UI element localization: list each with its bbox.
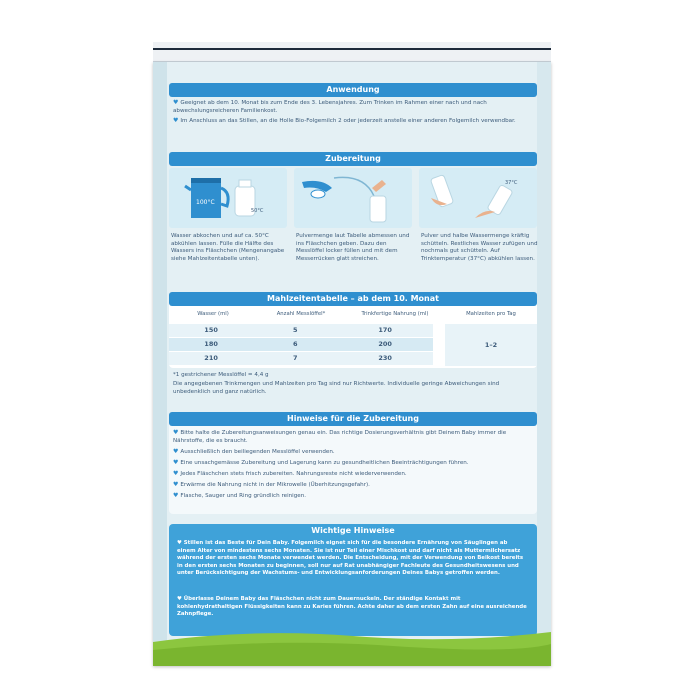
heart-bullet-icon: ♥ (173, 481, 179, 488)
hinweise-item (173, 448, 533, 456)
col-messloeffel: Anzahl Messlöffel* (276, 311, 326, 317)
table-note: Die angegebenen Trinkmengen und Mahlzeiten pro Tag sind nur Richtwerte. Individuelle geringe Abweichungen sind unbedenklich und ganz natürlich. (173, 381, 500, 395)
cell-messloeffel: 7 (292, 354, 298, 362)
svg-text:100°C: 100°C (196, 199, 215, 206)
step-3-text: Pulver und halbe Wassermenge kräftig schütteln. Restliches Wasser zufügen und nochmals gut schütteln. Auf Trinktemperatur (37°C) abkühlen lassen. (421, 233, 538, 262)
table-header-row (169, 306, 537, 322)
hinweise-text: Erwärme die Nahrung nicht in der Mikrowelle (Überhitzungsgefahr). (180, 482, 370, 488)
wichtige-hinweise-title: Wichtige Hinweise (311, 526, 395, 535)
hinweise-item (173, 429, 533, 445)
package-left-edge (153, 62, 167, 666)
svg-text:37°C: 37°C (505, 180, 518, 186)
hinweise-item (173, 481, 533, 489)
wichtige-hinweise-panel (169, 524, 537, 636)
cell-nahrung: 170 (378, 326, 392, 334)
heart-bullet-icon: ♥ (173, 459, 179, 466)
col-wasser: Wasser (ml) (197, 311, 229, 317)
heart-bullet-icon: ♥ (177, 540, 182, 546)
step-2-text: Pulvermenge laut Tabelle abmessen und ins Fläschchen geben. Dazu den Messlöffel locker füllen und mit dem Messerrücken glatt streichen. (296, 233, 410, 262)
heart-bullet-icon: ♥ (173, 99, 179, 106)
formula-package-back (153, 62, 551, 666)
hinweise-header: Hinweise für die Zubereitung (169, 412, 537, 426)
heart-bullet-icon: ♥ (173, 117, 179, 124)
hinweise-item (173, 459, 533, 467)
hinweise-item (173, 470, 533, 478)
table-row (169, 352, 433, 365)
hinweise-text: Bitte halte die Zubereitungsanweisungen genau ein. Das richtige Dosierungsverhältnis gibt Deinem Baby immer die Nährstoffe, die es braucht. (173, 430, 507, 444)
shake-bottle-icon (419, 168, 537, 228)
step-1-text: Wasser abkochen und auf ca. 50°C abkühlen lassen. Fülle die Hälfte des Wassers ins Fläschchen (Mengenangabe siehe Mahlzeitentabelle unten). (171, 233, 285, 262)
cell-mahlzeiten-pro-tag: 1–2 (445, 324, 537, 366)
col-nahrung: Trinkfertige Nahrung (ml) (361, 311, 429, 317)
kettle-bottle-icon (169, 168, 287, 228)
cell-messloeffel: 6 (292, 340, 298, 348)
heart-bullet-icon: ♥ (173, 470, 179, 477)
heart-bullet-icon: ♥ (173, 492, 179, 499)
heart-bullet-icon: ♥ (173, 448, 179, 455)
table-row (169, 338, 433, 351)
lid-edge (153, 48, 551, 50)
heart-bullet-icon: ♥ (173, 429, 179, 436)
hinweise-text: Eine unsachgemässe Zubereitung und Lagerung kann zu gesundheitlichen Beeinträchtigungen führen. (180, 460, 469, 466)
step-1-illustration (169, 168, 287, 228)
zubereitung-header: Zubereitung (169, 152, 537, 166)
svg-text:50°C: 50°C (251, 208, 264, 214)
heart-bullet-icon: ♥ (177, 596, 182, 602)
grass-hill-decoration (153, 626, 551, 666)
step-2-illustration (294, 168, 412, 228)
cell-wasser: 210 (204, 354, 218, 362)
mahlzeiten-header: Mahlzeitentabelle – ab dem 10. Monat (169, 292, 537, 306)
cell-nahrung: 230 (378, 354, 392, 362)
package-right-edge (537, 62, 551, 666)
cell-wasser: 150 (204, 326, 218, 334)
hinweise-text: Ausschließlich den beiliegenden Messlöffel verwenden. (180, 449, 335, 455)
wichtige-hinweise-p2 (177, 596, 527, 619)
hinweise-text: Jedes Fläschchen stets frisch zubereiten. Nahrungsreste nicht wiederverwenden. (180, 471, 407, 477)
scoop-powder-icon (294, 168, 412, 228)
anwendung-header: Anwendung (169, 83, 537, 97)
anwendung-text-1: Geeignet ab dem 10. Monat bis zum Ende des 3. Lebensjahres. Zum Trinken im Rahmen einer nach und nach abwechslungsreicheren Familienkost. (173, 100, 487, 114)
package-top-flap (153, 42, 551, 62)
col-mahlzeiten: Mahlzeiten pro Tag (466, 311, 516, 317)
cell-nahrung: 200 (378, 340, 392, 348)
anwendung-item-1 (173, 99, 533, 115)
wichtige-hinweise-text-2: Überlasse Deinem Baby das Fläschchen nicht zum Dauernuckeln. Der ständige Kontakt mit kohlenhydrathaltigen Flüssigkeiten kann zu Karies führen. Achte daher ab dem ersten Zahn auf eine ausreichende Zahnpflege. (177, 596, 527, 618)
step-3-illustration (419, 168, 537, 228)
anwendung-text-2: Im Anschluss an das Stillen, an die Holle Bio-Folgemilch 2 oder jederzeit anstelle einer anderen Folgemilch verwendbar. (180, 118, 516, 124)
table-footnote: *1 gestrichener Messlöffel = 4,4 g (173, 372, 269, 378)
table-row (169, 324, 433, 337)
cell-wasser: 180 (204, 340, 218, 348)
cell-messloeffel: 5 (292, 326, 298, 334)
hinweise-item (173, 492, 533, 500)
wichtige-hinweise-p1 (177, 540, 527, 578)
wichtige-hinweise-text-1: Stillen ist das Beste für Dein Baby. Folgemilch eignet sich für die besondere Ernährung von Säuglingen ab einem Alter von mindestens sechs Monaten. Sie ist nur Teil einer Mischkost und darf nicht als Muttermilchersatz während der ersten sechs Monate verwendet werden. Die Entscheidung, mit der Verwendung von Beikost bereits in den ersten sechs Monaten zu beginnen, soll nur auf Rat unabhängiger Fachleute des Gesundheitswesens und unter Berücksichtigung der Wachstums- und Entwicklungsanforderungen Deines Babys getroffen werden. (177, 540, 524, 577)
hinweise-text: Flasche, Sauger und Ring gründlich reinigen. (180, 493, 307, 499)
anwendung-item-2 (173, 117, 533, 125)
